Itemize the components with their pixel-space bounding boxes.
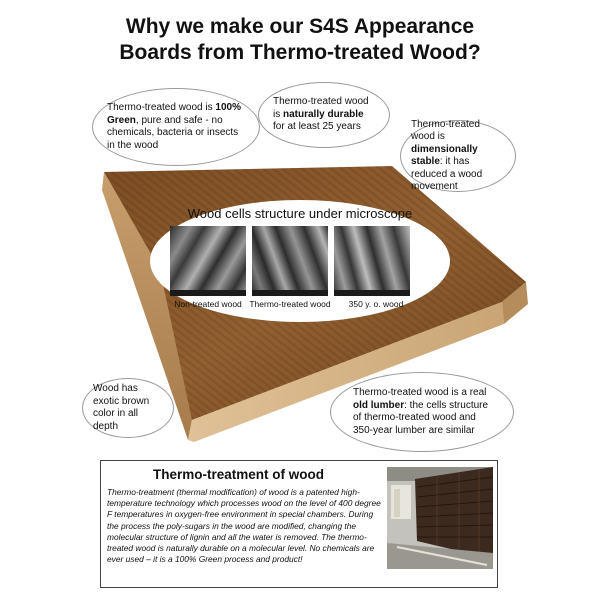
microscope-title: Wood cells structure under microscope xyxy=(187,206,413,221)
micrograph-thermo-treated xyxy=(252,226,328,296)
bubble-green: Thermo-treated wood is 100% Green, pure and safe - no chemicals, bacteria or insects in the wood xyxy=(92,88,260,166)
micrograph-non-treated xyxy=(170,226,246,296)
bubble-old-lumber: Thermo-treated wood is a real old lumber: the cells structure of thermo-treated wood and 350-year lumber are similar xyxy=(330,372,514,452)
info-title: Thermo-treatment of wood xyxy=(153,467,324,482)
caption-non-treated: Non-treated wood xyxy=(174,299,242,309)
bubble-stable: Thermo-treated wood is dimensionally stable: it has reduced a wood movement xyxy=(400,120,516,192)
caption-350-year: 350 y. o. wood xyxy=(348,299,404,309)
info-body: Thermo-treatment (thermal modification) of wood is a patented high-temperature technology which processes wood on the level of 400 degree F temperatures in oxygen-free environment in special chambers. During the process the poly-sugars in the wood are modified, changing the molecular structure of lignin and all the water is removed. The thermo-treated wood is naturally durable on a molecular level. No chemicals are ever used – it is a 100% Green process and product! xyxy=(107,487,381,565)
bubble-color: Wood has exotic brown color in all depth xyxy=(82,378,174,438)
micrograph-350-year xyxy=(334,226,410,296)
title-line-1: Why we make our S4S Appearance xyxy=(125,15,475,38)
info-box xyxy=(100,460,498,588)
caption-thermo-treated: Thermo-treated wood xyxy=(249,299,331,309)
thermo-chamber-photo xyxy=(387,467,493,569)
title-line-2: Boards from Thermo-treated Wood? xyxy=(119,41,481,64)
bubble-durable: Thermo-treated wood is naturally durable for at least 25 years xyxy=(258,82,390,148)
